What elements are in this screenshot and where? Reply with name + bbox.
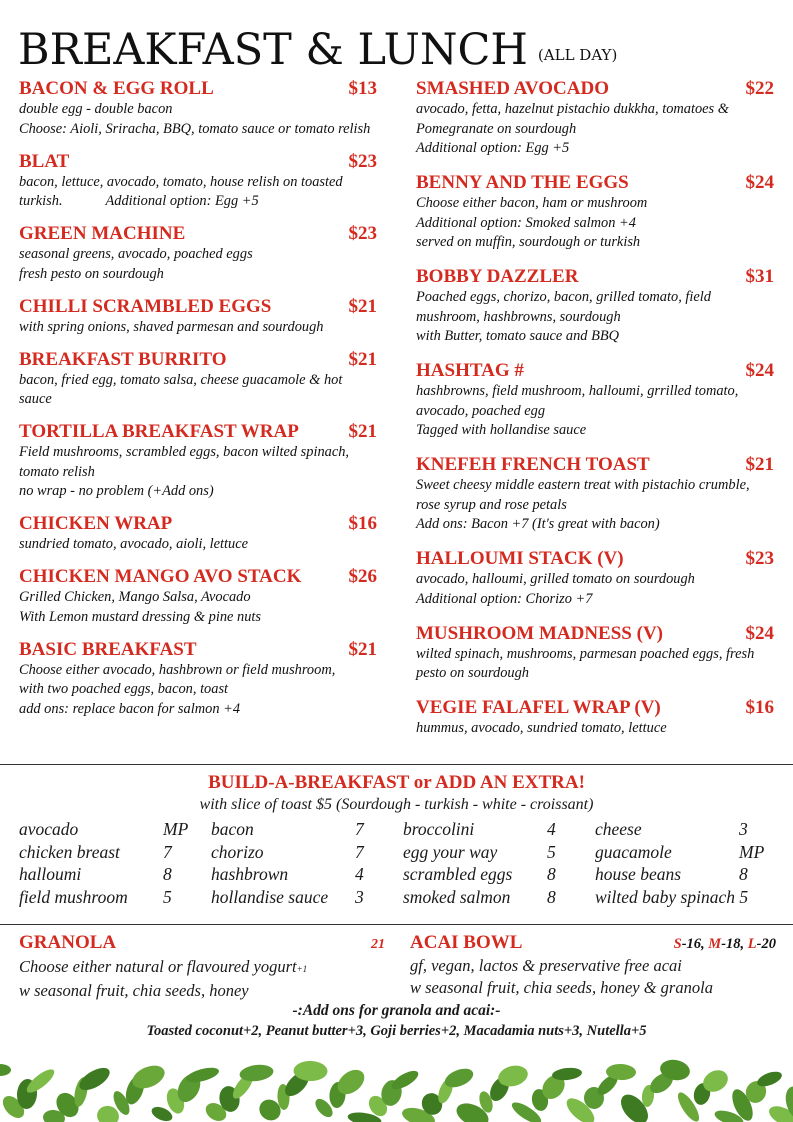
- menu-item-description: sauce: [19, 391, 52, 407]
- menu-item-price: $21: [348, 348, 377, 370]
- extra-item-price: 3: [739, 819, 748, 839]
- menu-item-description: avocado, halloumi, grilled tomato on sourdough: [416, 571, 695, 587]
- extra-item-price: 7: [355, 841, 364, 862]
- extra-item-name: smoked salmon: [403, 886, 511, 907]
- menu-item-description: Add ons: Bacon +7 (It's great with bacon): [416, 516, 660, 532]
- extra-item-price: 4: [355, 864, 364, 884]
- acai-size-l: L: [747, 936, 757, 952]
- granola-yogurt-extra: +1: [296, 964, 308, 974]
- menu-item-name: BLAT: [19, 150, 70, 172]
- granola-block: [19, 932, 385, 1002]
- menu-item-price: $31: [745, 266, 774, 287]
- menu-item-description: Field mushrooms, scrambled eggs, bacon wilted spinach,: [19, 444, 350, 460]
- page-title: BREAKFAST & LUNCH: [18, 25, 528, 75]
- menu-item: [19, 513, 377, 555]
- menu-item-name: TORTILLA BREAKFAST WRAP: [19, 421, 299, 442]
- menu-item-description: add ons: replace bacon for salmon +4: [19, 700, 241, 717]
- menu-item-name: CHICKEN MANGO AVO STACK: [19, 566, 302, 587]
- extra-item-price: 5: [547, 841, 556, 862]
- menu-item-description: Sweet cheesy middle eastern treat with pistachio crumble,: [416, 477, 750, 493]
- menu-item-name: CHICKEN WRAP: [19, 513, 173, 534]
- menu-title-block: [18, 12, 618, 75]
- menu-item-description: with Butter, tomato sauce and BBQ: [416, 328, 620, 344]
- extra-item-price: 3: [355, 886, 364, 907]
- granola-desc-line1: Choose either natural or flavoured yogurt: [19, 957, 297, 976]
- menu-item-name: BREAKFAST BURRITO: [19, 348, 227, 370]
- menu-item-description: Poached eggs, chorizo, bacon, grilled tomato, field: [416, 289, 711, 305]
- menu-item-description: mushroom, hashbrowns, sourdough: [416, 308, 621, 325]
- menu-item-name: BASIC BREAKFAST: [19, 638, 197, 660]
- menu-item-description: With Lemon mustard dressing & pine nuts: [19, 608, 261, 625]
- menu-item: [416, 172, 774, 253]
- acai-desc-line1: gf, vegan, lactos & preservative free acai: [410, 956, 682, 975]
- acai-price-m: -18,: [721, 936, 745, 952]
- menu-item-description: Choose either bacon, ham or mushroom: [416, 195, 648, 211]
- menu-item-description: served on muffin, sourdough or turkish: [416, 234, 641, 250]
- granola-price: 21: [371, 937, 385, 952]
- extra-item-name: halloumi: [19, 864, 82, 884]
- menu-item-name: MUSHROOM MADNESS (V): [416, 622, 663, 644]
- menu-item-name: KNEFEH FRENCH TOAST: [416, 454, 650, 475]
- menu-item-price: $26: [348, 566, 377, 587]
- acai-block: [410, 932, 776, 999]
- menu-item-name: SMASHED AVOCADO: [416, 78, 609, 99]
- menu-item-price: $24: [745, 172, 774, 193]
- acai-price-s: -16,: [681, 936, 705, 952]
- menu-item: [19, 296, 377, 338]
- extra-item-price: MP: [163, 819, 189, 839]
- menu-item-description: no wrap - no problem (+Add ons): [19, 483, 214, 499]
- leaf-shape: [0, 1064, 11, 1076]
- left-menu-column: [19, 78, 377, 731]
- extras-grid: [19, 818, 779, 908]
- menu-item-description: avocado, poached egg: [416, 402, 546, 419]
- menu-item: [19, 151, 377, 212]
- menu-item-price: $21: [348, 295, 377, 317]
- extra-item-name: cheese: [595, 819, 642, 839]
- menu-item: [19, 639, 377, 720]
- extra-item-price: MP: [739, 841, 765, 862]
- menu-item: [416, 78, 774, 159]
- menu-item-description: Additional option: Smoked salmon +4: [416, 214, 636, 231]
- menu-item-description: with two poached eggs, bacon, toast: [19, 681, 229, 697]
- menu-item: [416, 548, 774, 609]
- menu-item: [19, 78, 377, 139]
- menu-item-description: Choose: Aioli, Sriracha, BBQ, tomato sauce or tomato relish: [19, 120, 371, 137]
- menu-item: [416, 266, 774, 347]
- extra-item-price: 7: [163, 841, 172, 862]
- menu-item-description: avocado, fetta, hazelnut pistachio dukkha, tomatoes &: [416, 101, 729, 117]
- extra-item-price: 5: [163, 886, 172, 907]
- addons-list: Toasted coconut+2, Peanut butter+3, Goji berries+2, Macadamia nuts+3, Nutella+5: [146, 1023, 647, 1039]
- menu-item-name: BOBBY DAZZLER: [416, 266, 579, 287]
- granola-name: GRANOLA: [19, 932, 117, 953]
- acai-size-m: M: [708, 936, 722, 952]
- menu-item-price: $16: [348, 513, 377, 534]
- menu-item: [19, 421, 377, 502]
- menu-item: [19, 566, 377, 627]
- menu-item-description: bacon, lettuce, avocado, tomato, house relish on toasted: [19, 173, 343, 190]
- menu-item-description: seasonal greens, avocado, poached eggs: [19, 246, 253, 262]
- menu-item-price: $21: [745, 454, 774, 475]
- extra-item-name: hashbrown: [211, 864, 289, 884]
- menu-item-description: Additional option: Egg +5: [416, 140, 570, 156]
- section-divider-bottom: [0, 924, 793, 925]
- extra-item-price: 8: [739, 864, 748, 884]
- menu-item-description: tomato relish: [19, 463, 95, 480]
- menu-item: [416, 360, 774, 441]
- menu-item-name: BACON & EGG ROLL: [19, 78, 214, 99]
- menu-item: [416, 454, 774, 535]
- menu-item-price: $21: [348, 638, 377, 660]
- extra-item-name: wilted baby spinach 5: [595, 886, 749, 907]
- menu-item-price: $13: [348, 78, 377, 99]
- page-subtitle: (ALL DAY): [537, 46, 618, 64]
- extra-item-price: 8: [547, 864, 556, 884]
- extra-item-name: avocado: [19, 819, 79, 839]
- menu-item-name: HALLOUMI STACK (V): [416, 548, 624, 569]
- extra-item-name: scrambled eggs: [403, 864, 513, 884]
- menu-item-description: with spring onions, shaved parmesan and sourdough: [19, 318, 324, 335]
- menu-item-description: hummus, avocado, sundried tomato, lettuce: [416, 720, 667, 736]
- menu-item-name: HASHTAG #: [416, 360, 524, 381]
- menu-item-description: hashbrowns, field mushroom, halloumi, grrilled tomato,: [416, 383, 739, 399]
- menu-item-name: GREEN MACHINE: [19, 223, 186, 244]
- menu-item-description: Tagged with hollandise sauce: [416, 422, 587, 438]
- menu-item-description: rose syrup and rose petals: [416, 496, 567, 513]
- extra-item-name: hollandise sauce: [211, 886, 329, 907]
- extra-item-name: house beans: [595, 864, 682, 884]
- menu-item-description: Choose either avocado, hashbrown or field mushroom,: [19, 661, 336, 678]
- acai-price-l: -20: [756, 936, 776, 952]
- menu-item: [416, 697, 774, 739]
- acai-sizes: [674, 933, 776, 955]
- menu-item-price: $23: [348, 150, 377, 172]
- menu-item-description: pesto on sourdough: [416, 665, 529, 681]
- extra-item-price: 7: [355, 819, 364, 839]
- build-breakfast-title: BUILD-A-BREAKFAST or ADD AN EXTRA!: [208, 772, 585, 793]
- menu-item-description: Pomegranate on sourdough: [416, 120, 577, 137]
- leaf-border-decoration: [0, 1052, 793, 1122]
- extra-item-price: 8: [547, 886, 556, 907]
- menu-item-name: BENNY AND THE EGGS: [416, 172, 629, 193]
- menu-item-price: $24: [745, 622, 774, 644]
- menu-item: [19, 223, 377, 284]
- menu-item-name: CHILLI SCRAMBLED EGGS: [19, 295, 272, 317]
- extra-item-name: chorizo: [211, 841, 264, 862]
- menu-item-description: turkish. Additional option: Egg +5: [19, 193, 259, 209]
- extra-item-name: guacamole: [595, 841, 672, 862]
- menu-item: [416, 623, 774, 684]
- right-menu-column: [416, 78, 774, 752]
- build-breakfast-subtitle: with slice of toast $5 (Sourdough - turkish - white - croissant): [199, 796, 594, 813]
- menu-item-price: $24: [745, 360, 774, 381]
- extra-item-name: egg your way: [403, 841, 498, 862]
- acai-size-s: S: [673, 936, 682, 952]
- extra-item-name: chicken breast: [19, 841, 120, 862]
- menu-item-description: sundried tomato, avocado, aioli, lettuce: [19, 536, 249, 552]
- menu-item: [19, 349, 377, 410]
- menu-item-price: $16: [745, 697, 774, 718]
- granola-desc-line2: w seasonal fruit, chia seeds, honey: [19, 981, 249, 1000]
- acai-desc-line2: w seasonal fruit, chia seeds, honey & granola: [410, 978, 713, 997]
- extra-item-name: broccolini: [403, 819, 475, 839]
- acai-name: ACAI BOWL: [410, 932, 523, 953]
- addons-title: -:Add ons for granola and acai:-: [292, 1002, 501, 1019]
- menu-item-description: Grilled Chicken, Mango Salsa, Avocado: [19, 589, 251, 605]
- extra-item-name: field mushroom: [19, 886, 128, 907]
- menu-item-description: fresh pesto on sourdough: [19, 265, 164, 282]
- menu-item-description: double egg - double bacon: [19, 101, 173, 117]
- extra-item-price: [739, 886, 779, 909]
- menu-item-description: wilted spinach, mushrooms, parmesan poached eggs, fresh: [416, 645, 755, 662]
- section-divider-top: [0, 764, 793, 765]
- extra-item-name: bacon: [211, 819, 254, 839]
- menu-item-price: $22: [745, 78, 774, 99]
- menu-item-price: $23: [348, 223, 377, 244]
- menu-item-description: bacon, fried egg, tomato salsa, cheese guacamole & hot: [19, 371, 343, 388]
- menu-item-price: $23: [745, 548, 774, 569]
- menu-item-name: VEGIE FALAFEL WRAP (V): [416, 697, 661, 718]
- menu-item-description: Additional option: Chorizo +7: [416, 590, 593, 607]
- extra-item-price: 4: [547, 819, 556, 839]
- extra-item-price: 8: [163, 864, 172, 884]
- menu-item-price: $21: [348, 421, 377, 442]
